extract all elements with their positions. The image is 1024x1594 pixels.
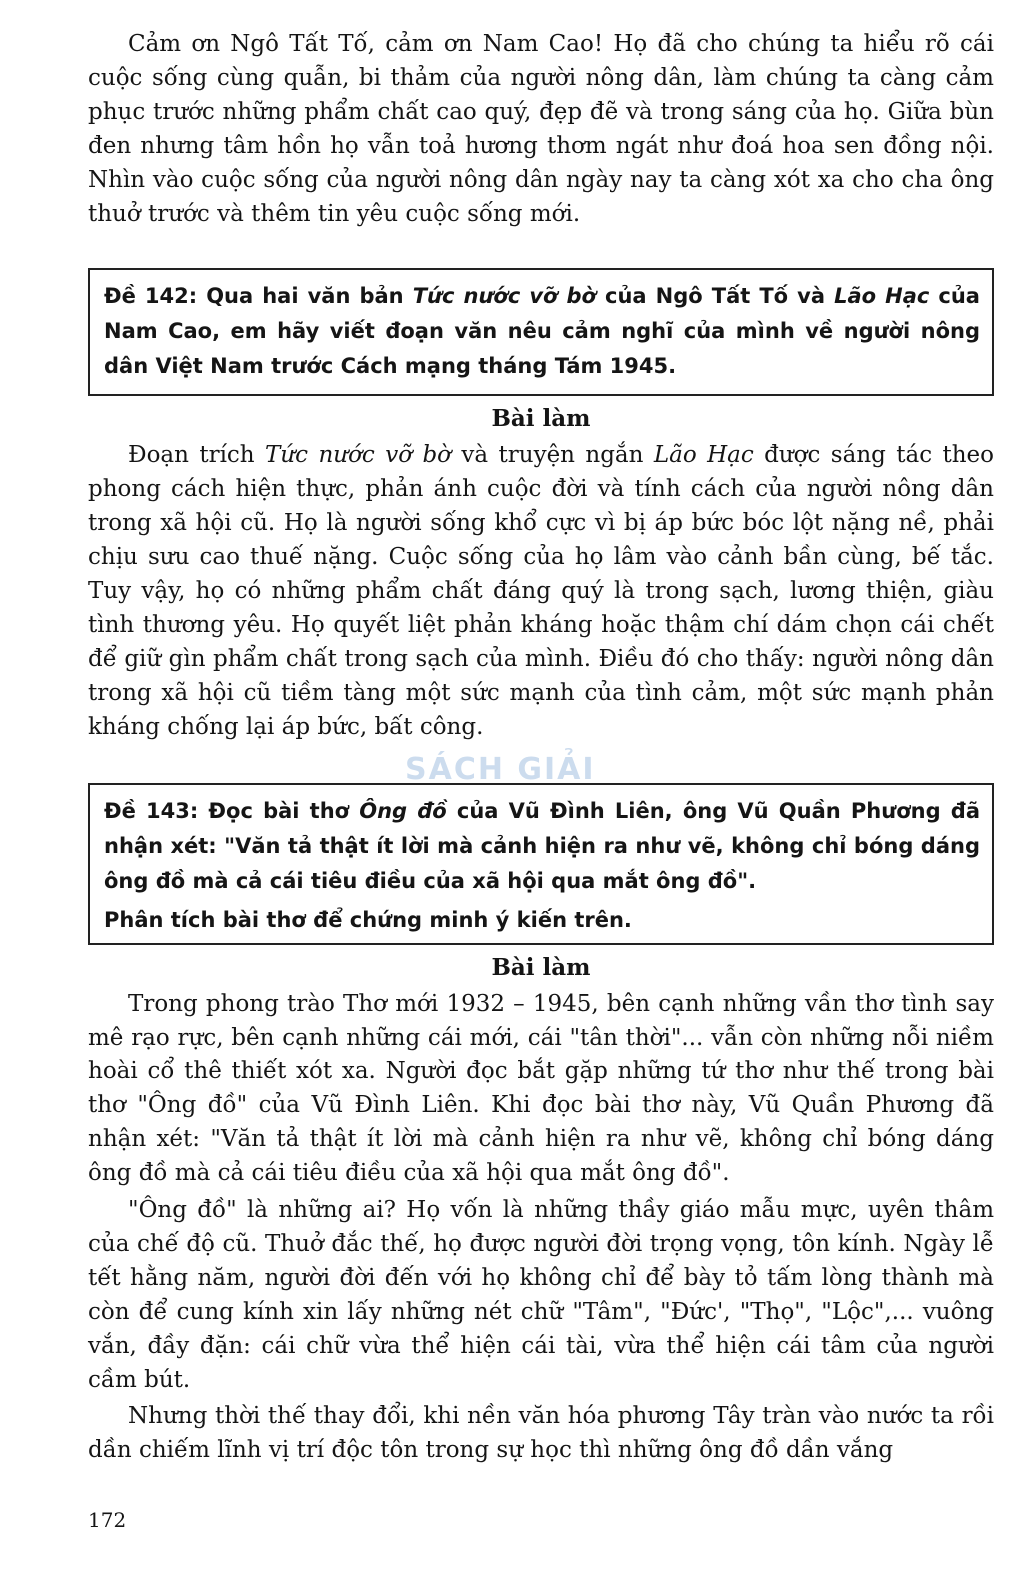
task-143-box	[88, 783, 994, 945]
answer-143-paragraph-1: Trong phong trào Thơ mới 1932 – 1945, bên cạnh những vần thơ tình say mê rạo rực, bên cạnh những cái mới, cái "tân thời"... vẫn còn những nỗi niềm hoài cổ thê thiết xót xa. Người đọc bắt gặp những tứ thơ như thế trong bài thơ "Ông đồ" của Vũ Đình Liên. Khi đọc bài thơ này, Vũ Quần Phương đã nhận xét: "Văn tả thật ít lời mà cảnh hiện ra như vẽ, không chỉ bóng dáng ông đồ mà cả cái tiêu điều của xã hội qua mắt ông đồ".	[88, 990, 994, 1187]
task-143-part1: Đề 143: Đọc bài thơ	[104, 798, 360, 823]
answer-143-paragraph-3: Nhưng thời thế thay đổi, khi nền văn hóa phương Tây tràn vào nước ta rồi dần chiếm lĩnh vị trí độc tôn trong sự học thì những ông đồ dần vắng	[88, 1403, 994, 1464]
answer-142-part3: được sáng tác theo phong cách hiện thực, phản ánh cuộc đời và tính cách của người nông dân trong xã hội cũ. Họ là người sống khổ cực vì bị áp bức bóc lột nặng nề, phải chịu sưu cao thuế nặng. Cuộc sống của họ lâm vào cảnh bần cùng, bế tắc. Tuy vậy, họ có những phẩm chất đáng quý là trong sạch, lương thiện, giàu tình thương yêu. Họ quyết liệt phản kháng hoặc thậm chí dám chọn cái chết để giữ gìn phẩm chất trong sạch của mình. Điều đó cho thấy: người nông dân trong xã hội cũ tiềm tàng một sức mạnh của tình cảm, một sức mạnh phản kháng chống lại áp bức, bất công.	[88, 442, 995, 740]
task-143-line2: Phân tích bài thơ để chứng minh ý kiến trên.	[104, 907, 632, 932]
task-142-text	[104, 279, 980, 384]
answer-143-paragraph-2: "Ông đồ" là những ai? Họ vốn là những thầy giáo mẫu mực, uyên thâm của chế độ cũ. Thuở đắc thế, họ được người đời trọng vọng, tôn kính. Ngày lễ tết hằng năm, người đời đến với họ không chỉ để bày tỏ tấm lòng thành mà còn để cung kính xin lấy những nét chữ "Tâm", "Đức', "Thọ", "Lộc",... vuông vắn, đầy đặn: cái chữ vừa thể hiện cái tài, vừa thể hiện cái tâm của người cầm bút.	[88, 1197, 994, 1393]
document-page	[88, 28, 994, 1468]
watermark-logo: SÁCH GIẢI	[405, 752, 596, 787]
task-142-part1: Đề 142: Qua hai văn bản	[104, 284, 413, 309]
intro-paragraph: Cảm ơn Ngô Tất Tố, cảm ơn Nam Cao! Họ đã cho chúng ta hiểu rõ cái cuộc sống cùng quẫn, bi thảm của người nông dân, làm chúng ta càng cảm phục trước những phẩm chất cao quý, đẹp đẽ và trong sáng của họ. Giữa bùn đen nhưng tâm hồn họ vẫn toả hương thơm ngát như đoá hoa sen đồng nội. Nhìn vào cuộc sống của người nông dân ngày nay ta càng xót xa cho cha ông thuở trước và thêm tin yêu cuộc sống mới.	[88, 31, 994, 227]
answer-142-part1: Đoạn trích	[128, 442, 266, 469]
task-143-text	[104, 794, 980, 899]
answer-142-work1: Tức nước vỡ bờ	[265, 442, 452, 469]
task-142-work2: Lão Hạc	[834, 284, 930, 309]
task-143-work1: Ông đồ	[359, 798, 447, 823]
answer-142-heading: Bài làm	[491, 405, 591, 433]
page-number: 172	[88, 1508, 127, 1532]
task-143-part2: của Vũ Đình Liên, ông Vũ Quần Phương đã nhận xét: "Văn tả thật ít lời mà cảnh hiện ra như vẽ, không chỉ bóng dáng ông đồ mà cả cái tiêu điều của xã hội qua mắt ông đồ".	[104, 798, 980, 893]
answer-142-work2: Lão Hạc	[653, 442, 754, 469]
answer-143-heading: Bài làm	[491, 953, 591, 981]
task-142-part3: của Nam Cao, em hãy viết đoạn văn nêu cảm nghĩ của mình về người nông dân Việt Nam trước Cách mạng tháng Tám 1945.	[104, 284, 980, 379]
task-142-box	[88, 268, 994, 396]
task-142-part2: của Ngô Tất Tố và	[595, 284, 835, 309]
task-142-work1: Tức nước vỡ bờ	[412, 284, 596, 309]
answer-142-part2: và truyện ngắn	[451, 442, 654, 469]
answer-142-paragraph	[88, 439, 994, 744]
